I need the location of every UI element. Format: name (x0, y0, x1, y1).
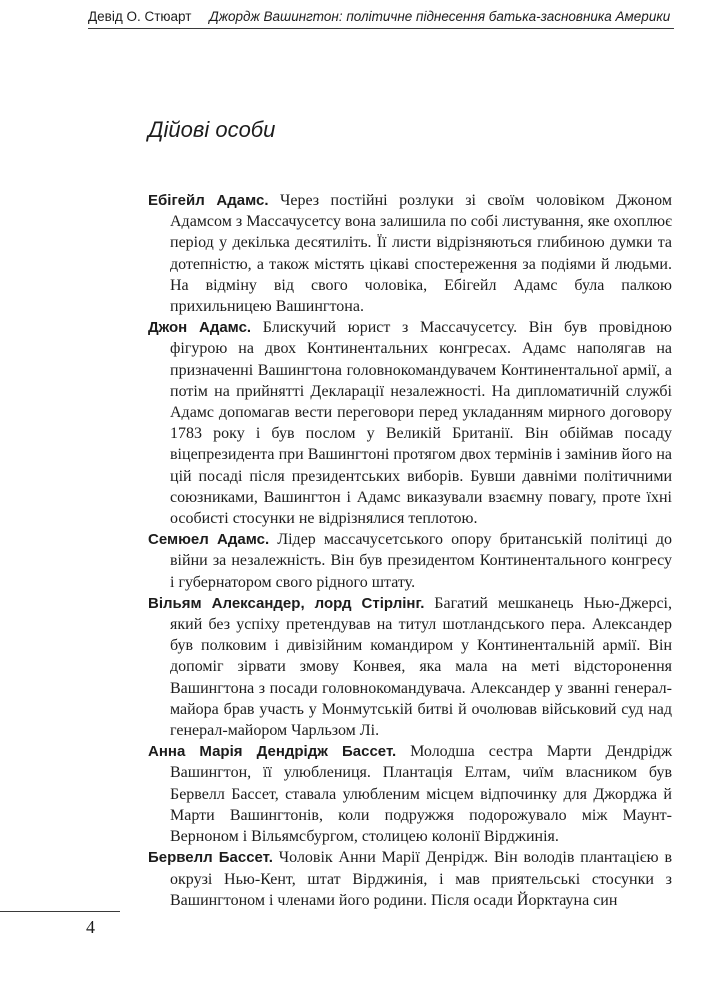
header-author: Девід О. Стюарт (88, 9, 192, 24)
entry-name: Ебігейл Адамс. (148, 192, 269, 209)
entry-john-adams (148, 317, 672, 529)
entry-text: Через постійні розлуки зі своїм чоловіком Джоном Адамсом з Массачусетсу вона залишила по собі листування, яке охоплює період у декілька десятиліть. Її листи відрізняються глибиною думки та дотепністю, а також містять цікаві спостереження за подіями й людьми. На відміну від свого чоловіка, Ебігейл Адамс була палкою прихильницею Вашингтона. (170, 192, 673, 316)
character-list (148, 190, 672, 911)
header-book-title: Джордж Вашингтон: політичне піднесення батька-засновника Америки (209, 9, 671, 24)
running-head (88, 6, 674, 29)
entry-abigail-adams (148, 190, 672, 317)
entry-name: Джон Адамс. (148, 319, 252, 337)
entry-text: Багатий мешканець Нью-Джерсі, який без успіху претендував на титул шотландського пера. Александер був полковим і дивізійним командиром у Континентальній армії. Він допоміг зірвати змову Конвея, яка мала на меті відсторонення Вашингтона з посади головнокомандувача. Александер у званні генерал-майора брав участь у Монмутській битві й очолював військовий суд над генерал-майором Чарльзом Лі. (170, 594, 672, 740)
entry-name: Вільям Александер, лорд Стірлінг. (148, 594, 425, 612)
entry-text: Лідер массачусетського опору британській політиці до війни за незалежність. Він був президентом Континентального конгресу і губернатором свого рідного штату. (170, 531, 673, 591)
entry-anna-maria-bassett (148, 741, 672, 847)
entry-burwell-bassett (148, 847, 672, 911)
entry-name: Бервелл Бассет. (148, 849, 273, 867)
entry-text: Блискучий юрист з Массачусетсу. Він був провідною фігурою на двох Континентальних конгресах. Адамс наполягав на призначенні Вашингтона головнокомандувачем Континентальної армії, а потім на прийнятті Декларації незалежності. На дипломатичній службі Адамс допомагав вести переговори перед укладанням мирного договору 1783 року і був послом у Великій Британії. Він обіймав посаду віцепрезидента при Вашингтоні протягом двох термінів і замінив його на цій посаді після президентських виборів. Бувши давніми політичними союзниками, Вашингтон і Адамс виказували взаємну повагу, проте їхні особисті стосунки не відрізнялися теплотою. (170, 319, 672, 528)
entry-text: Чоловік Анни Марії Денрідж. Він володів плантацією в окрузі Нью-Кент, штат Вірджинія, і мав приятельські стосунки з Вашингтоном і членами його родини. Після осади Йорктауна син (170, 849, 673, 909)
section-title: Дійові особи (148, 117, 276, 142)
entry-text: Молодша сестра Марти Дендрідж Вашингтон, її улюблениця. Плантація Елтам, чиїм власником був Бервелл Бассет, ставала улюбленим місцем відпочинку для Джорджа й Марти Вашингтонів, коли подружжя подорожувало між Маунт-Верноном і Вільямсбургом, столицею колонії Вірджинія. (170, 743, 673, 846)
entry-name: Анна Марія Дендрідж Бассет. (148, 743, 397, 761)
entry-william-alexander (148, 593, 672, 741)
entry-name: Семюел Адамс. (148, 531, 270, 549)
footer-rule (0, 911, 120, 912)
entry-samuel-adams (148, 529, 672, 593)
page-number: 4 (86, 917, 95, 937)
